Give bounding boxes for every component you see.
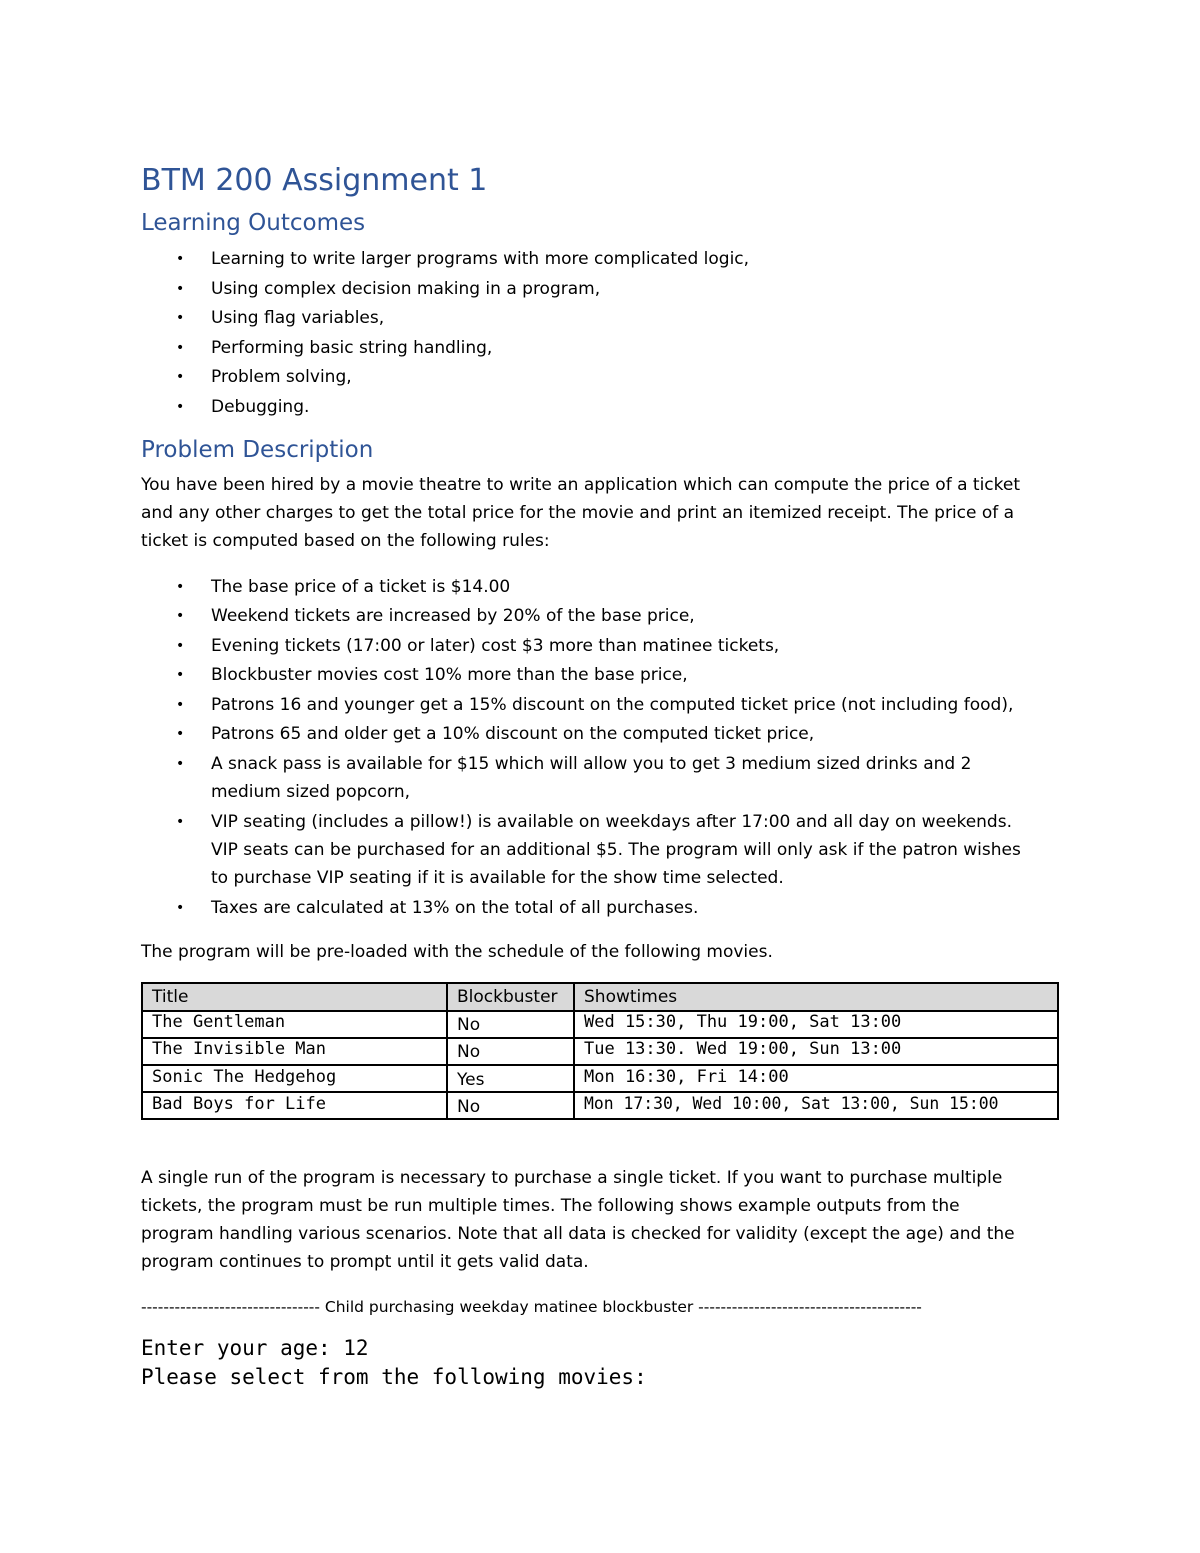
bullet-icon: • xyxy=(176,369,185,385)
table-cell: No xyxy=(457,1042,481,1062)
intro-line: ticket is computed based on the following rules: xyxy=(141,531,550,551)
column-divider xyxy=(446,984,448,1118)
table-cell: Wed 15:30, Thu 19:00, Sat 13:00 xyxy=(584,1012,902,1032)
intro-line: You have been hired by a movie theatre to write an application which can compute the price of a ticket xyxy=(141,475,1021,495)
table-cell: Mon 17:30, Wed 10:00, Sat 13:00, Sun 15:00 xyxy=(584,1094,999,1113)
run-description-line: program continues to prompt until it gets valid data. xyxy=(141,1252,589,1272)
bullet-icon: • xyxy=(176,579,185,595)
run-description-line: A single run of the program is necessary to purchase a single ticket. If you want to purchase multiple xyxy=(141,1168,1003,1188)
scenario-divider: -------------------------------- Child purchasing weekday matinee blockbuster ---------------------------------------- xyxy=(141,1298,922,1316)
run-description-line: tickets, the program must be run multiple times. The following shows example outputs from the xyxy=(141,1196,960,1216)
outcome-item: Learning to write larger programs with more complicated logic, xyxy=(211,249,750,269)
rule-item-continuation: medium sized popcorn, xyxy=(211,782,411,802)
rule-item: VIP seating (includes a pillow!) is available on weekdays after 17:00 and all day on weekends. xyxy=(211,812,1012,832)
problem-description-heading: Problem Description xyxy=(141,437,374,463)
table-cell: Sonic The Hedgehog xyxy=(152,1067,337,1087)
table-cell: The Gentleman xyxy=(152,1012,286,1032)
intro-line: and any other charges to get the total price for the movie and print an itemized receipt. The price of a xyxy=(141,503,1015,523)
rule-item: A snack pass is available for $15 which will allow you to get 3 medium sized drinks and 2 xyxy=(211,754,972,774)
bullet-icon: • xyxy=(176,399,185,415)
schedule-intro: The program will be pre-loaded with the schedule of the following movies. xyxy=(141,942,773,962)
table-cell: Tue 13:30. Wed 19:00, Sun 13:00 xyxy=(584,1039,902,1059)
console-line: Enter your age: 12 xyxy=(141,1336,369,1360)
row-divider xyxy=(143,1091,1057,1093)
table-cell: Yes xyxy=(457,1070,485,1090)
table-header-cell: Blockbuster xyxy=(457,987,558,1007)
bullet-icon: • xyxy=(176,697,185,713)
bullet-icon: • xyxy=(176,726,185,742)
bullet-icon: • xyxy=(176,251,185,267)
table-header-cell: Showtimes xyxy=(584,987,678,1007)
outcome-item: Using complex decision making in a program, xyxy=(211,279,601,299)
learning-outcomes-heading: Learning Outcomes xyxy=(141,210,366,236)
rule-item: Evening tickets (17:00 or later) cost $3 more than matinee tickets, xyxy=(211,636,780,656)
table-cell: The Invisible Man xyxy=(152,1039,326,1059)
outcome-item: Problem solving, xyxy=(211,367,352,387)
table-header-cell: Title xyxy=(152,987,189,1007)
outcome-item: Using flag variables, xyxy=(211,308,385,328)
bullet-icon: • xyxy=(176,756,185,772)
rule-item: The base price of a ticket is $14.00 xyxy=(211,577,511,597)
table-cell: No xyxy=(457,1015,481,1035)
rule-item: Patrons 16 and younger get a 15% discount on the computed ticket price (not including food), xyxy=(211,695,1014,715)
table-cell: Mon 16:30, Fri 14:00 xyxy=(584,1067,789,1087)
table-cell: Bad Boys for Life xyxy=(152,1094,326,1114)
rule-item-continuation: to purchase VIP seating if it is available for the show time selected. xyxy=(211,868,784,888)
bullet-icon: • xyxy=(176,310,185,326)
row-divider xyxy=(143,1064,1057,1066)
console-line: Please select from the following movies: xyxy=(141,1365,647,1389)
rule-item: Taxes are calculated at 13% on the total of all purchases. xyxy=(211,898,699,918)
bullet-icon: • xyxy=(176,608,185,624)
bullet-icon: • xyxy=(176,900,185,916)
document-title: BTM 200 Assignment 1 xyxy=(141,163,488,198)
bullet-icon: • xyxy=(176,281,185,297)
rule-item: Weekend tickets are increased by 20% of the base price, xyxy=(211,606,695,626)
table-cell: No xyxy=(457,1097,481,1117)
column-divider xyxy=(573,984,575,1118)
bullet-icon: • xyxy=(176,667,185,683)
outcome-item: Performing basic string handling, xyxy=(211,338,493,358)
bullet-icon: • xyxy=(176,638,185,654)
schedule-table xyxy=(141,982,1059,1120)
rule-item: Patrons 65 and older get a 10% discount on the computed ticket price, xyxy=(211,724,815,744)
rule-item-continuation: VIP seats can be purchased for an additional $5. The program will only ask if the patron wishes xyxy=(211,840,1021,860)
run-description-line: program handling various scenarios. Note that all data is checked for validity (except the age) and the xyxy=(141,1224,1015,1244)
bullet-icon: • xyxy=(176,814,185,830)
outcome-item: Debugging. xyxy=(211,397,310,417)
bullet-icon: • xyxy=(176,340,185,356)
rule-item: Blockbuster movies cost 10% more than the base price, xyxy=(211,665,688,685)
